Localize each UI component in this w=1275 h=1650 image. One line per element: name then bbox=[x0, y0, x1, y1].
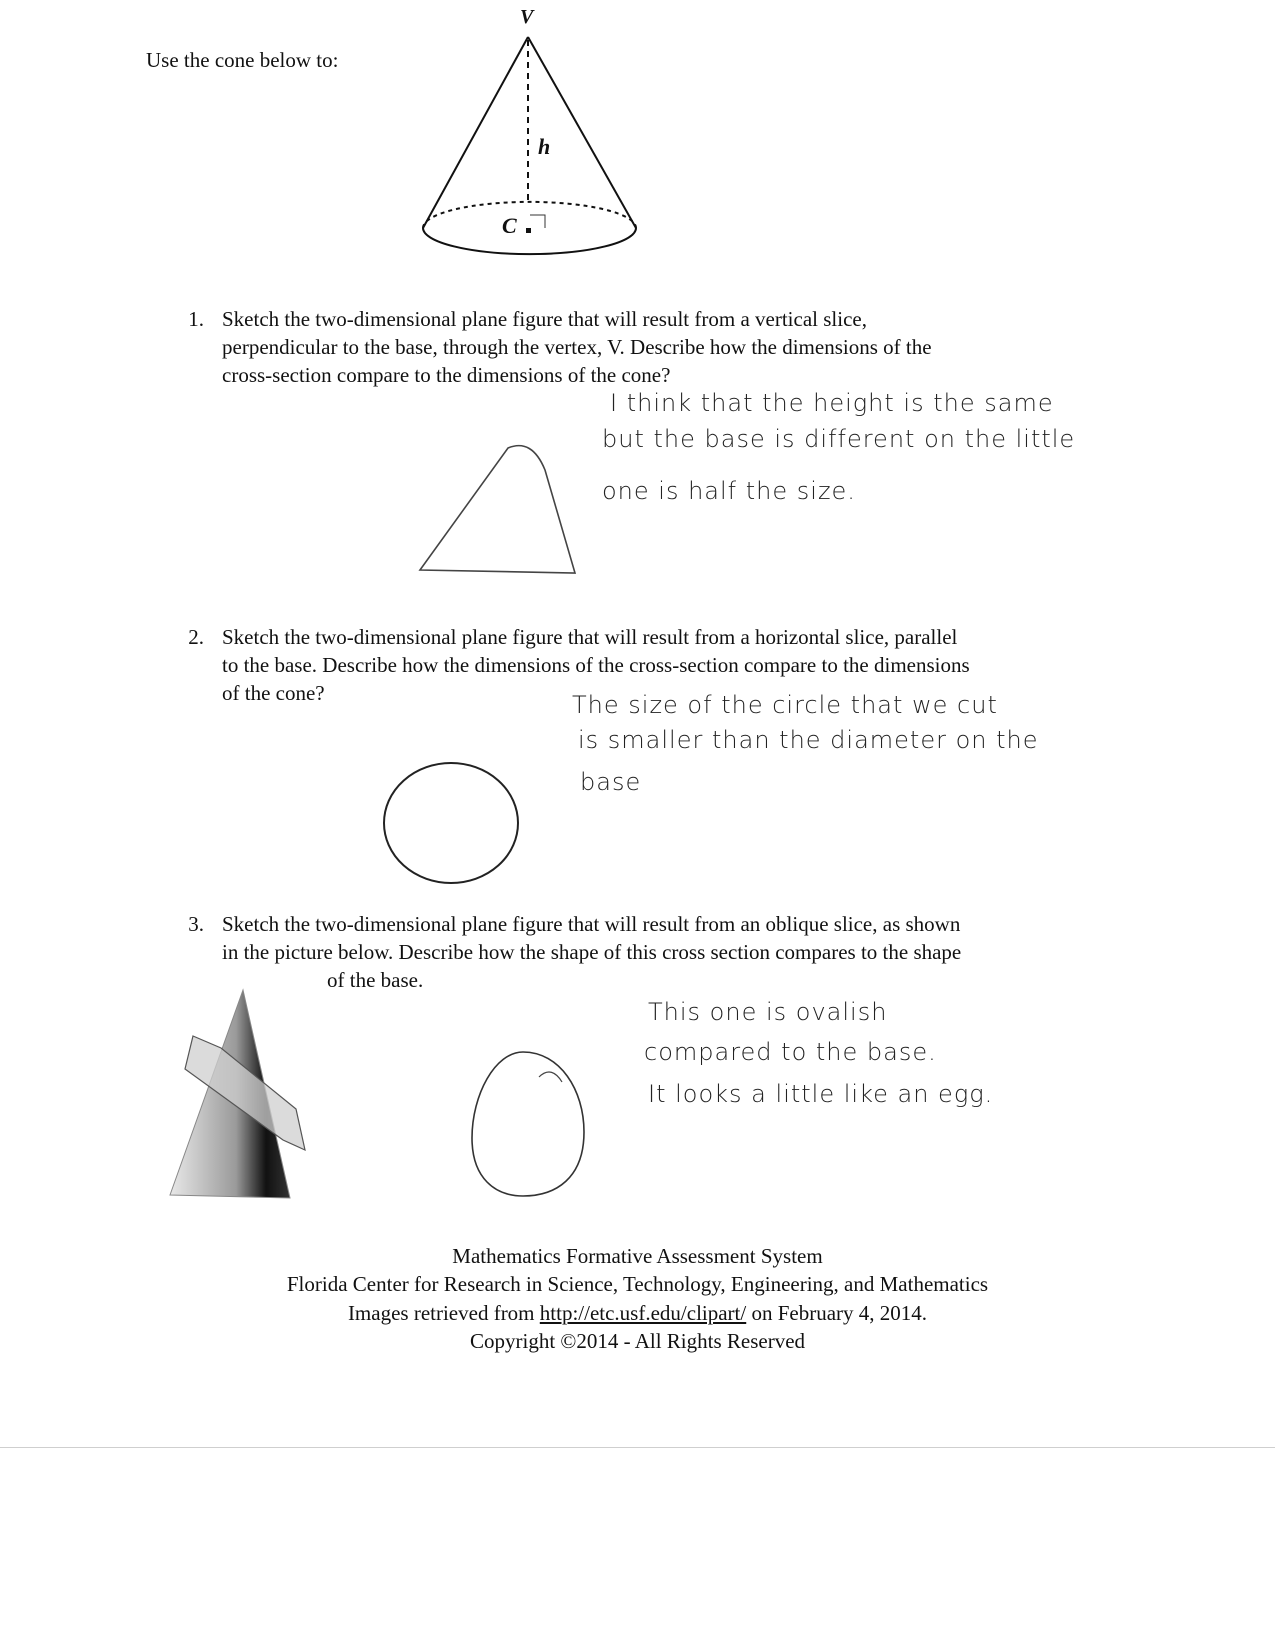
question-text-line: perpendicular to the base, through the vertex, V. Describe how the dimensions of the bbox=[222, 335, 932, 359]
handwritten-answer-line: This one is ovalish bbox=[648, 998, 888, 1026]
oval-sketch bbox=[0, 0, 1, 1]
question-text-line: Sketch the two-dimensional plane figure that will result from a vertical slice, bbox=[222, 307, 867, 331]
handwritten-answer-line: compared to the base. bbox=[644, 1038, 937, 1066]
handwritten-answer-line: is smaller than the diameter on the bbox=[578, 726, 1039, 754]
footer-line-3-prefix: Images retrieved from bbox=[347, 1301, 540, 1325]
question-text-line: of the cone? bbox=[222, 681, 325, 705]
clipart-link[interactable]: http://etc.usf.edu/clipart/ bbox=[539, 1301, 747, 1325]
question-text-line: in the picture below. Describe how the shape of this cross section compares to the shape bbox=[222, 940, 962, 964]
question-text-line: Sketch the two-dimensional plane figure that will result from an oblique slice, as shown bbox=[222, 912, 961, 936]
question-text-line: cross-section compare to the dimensions of the cone? bbox=[222, 363, 671, 387]
question-text-line: to the base. Describe how the dimensions of the cross-section compare to the dimensions bbox=[222, 653, 970, 677]
footer-line-3-suffix: on February 4, 2014. bbox=[746, 1301, 928, 1325]
page-divider bbox=[0, 1447, 1275, 1448]
question-number: 1. bbox=[188, 307, 204, 331]
intro-text: Use the cone below to: bbox=[146, 48, 339, 72]
handwritten-answer-line: but the base is different on the little bbox=[602, 425, 1076, 453]
footer-line-1: Mathematics Formative Assessment System bbox=[452, 1244, 823, 1268]
handwritten-answer-line: The size of the circle that we cut bbox=[572, 691, 998, 719]
vertex-label: V bbox=[520, 6, 534, 28]
question-number: 3. bbox=[188, 912, 204, 936]
question-text-line: of the base. bbox=[327, 968, 424, 992]
footer-line-2: Florida Center for Research in Science, Technology, Engineering, and Mathematics bbox=[286, 1272, 989, 1296]
center-label: C bbox=[502, 213, 517, 238]
handwritten-answer-line: It looks a little like an egg. bbox=[648, 1080, 994, 1108]
question-number: 2. bbox=[188, 625, 204, 649]
footer-line-4: Copyright ©2014 - All Rights Reserved bbox=[469, 1329, 806, 1353]
footer-line-3 bbox=[0, 1299, 1275, 1327]
handwritten-answer-line: I think that the height is the same bbox=[610, 389, 1054, 417]
height-label: h bbox=[538, 134, 551, 159]
handwritten-answer-line: one is half the size. bbox=[602, 477, 856, 505]
question-text-line: Sketch the two-dimensional plane figure that will result from a horizontal slice, parallel bbox=[222, 625, 958, 649]
handwritten-answer-line: base bbox=[580, 768, 642, 796]
